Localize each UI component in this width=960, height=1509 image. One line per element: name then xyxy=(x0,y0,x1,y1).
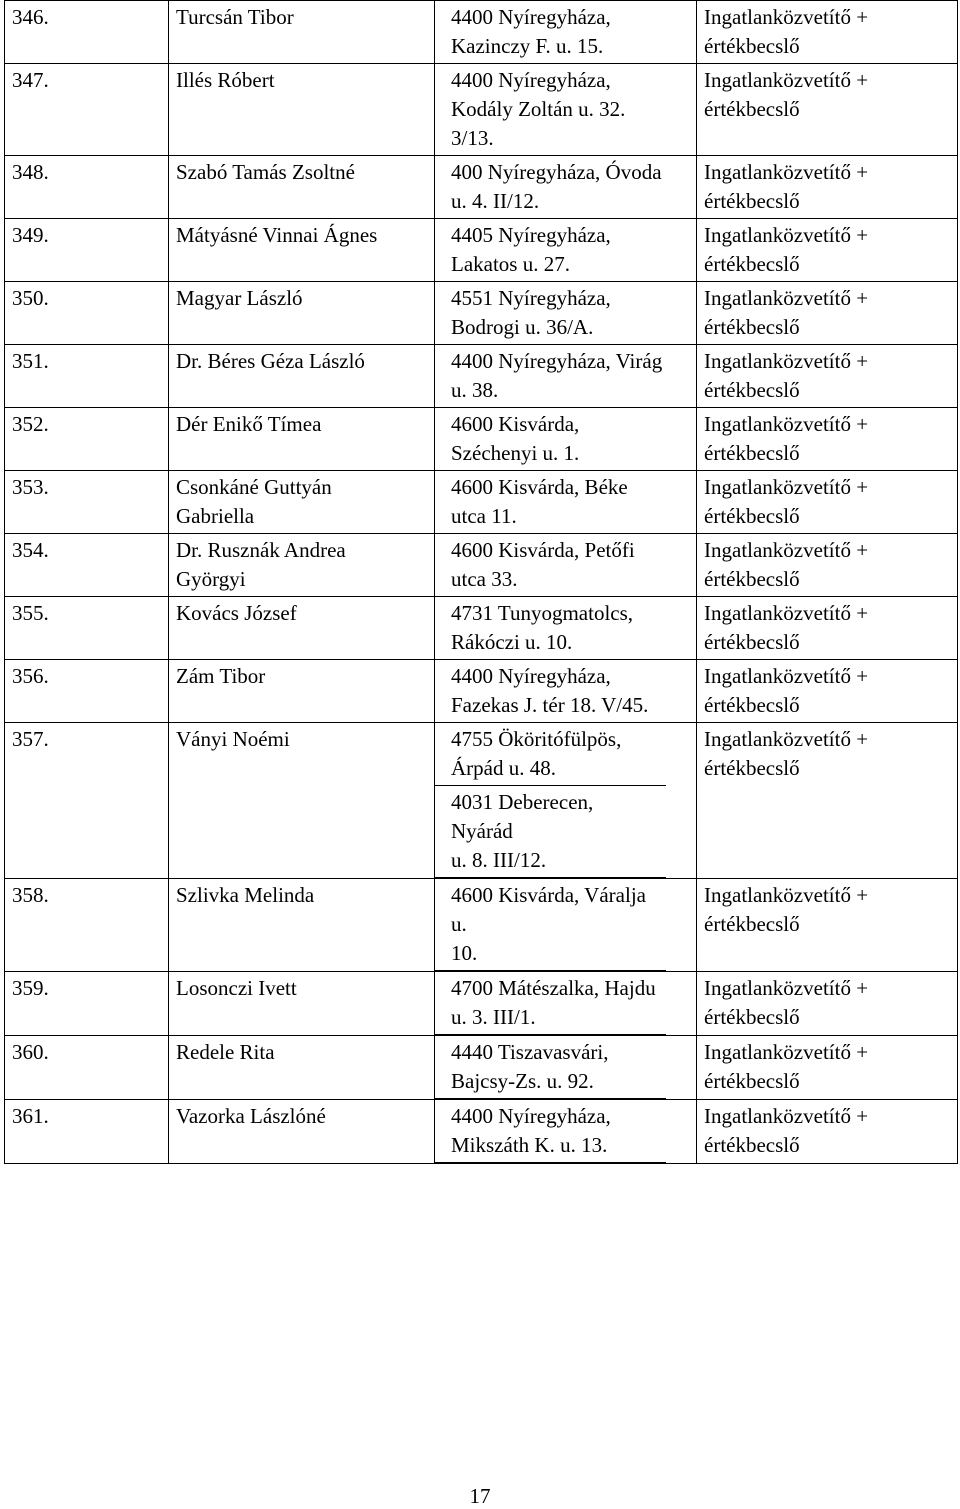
profession-text: Ingatlanközvetítő + xyxy=(704,286,869,310)
table-row xyxy=(5,345,958,408)
address-text: 4400 Nyíregyháza, Fazekas J. tér 18. V/45. xyxy=(451,664,649,717)
profession-text: értékbecslő xyxy=(704,189,800,213)
address-cell xyxy=(435,408,697,471)
table-row xyxy=(5,972,958,1036)
address-text: 4731 Tunyogmatolcs, Rákóczi u. 10. xyxy=(451,601,634,654)
profession-cell xyxy=(697,64,958,156)
row-number: 353. xyxy=(5,471,169,534)
person-name: Losonczi Ivett xyxy=(169,972,435,1036)
address-cell xyxy=(435,156,697,219)
profession-text: értékbecslő xyxy=(704,315,800,339)
table-row xyxy=(5,156,958,219)
address-cell xyxy=(435,345,697,408)
profession-text: Ingatlanközvetítő + xyxy=(704,160,869,184)
profession-text: értékbecslő xyxy=(704,630,800,654)
person-name: Csonkáné Guttyán Gabriella xyxy=(169,471,435,534)
profession-text: értékbecslő xyxy=(704,504,800,528)
person-name: Zám Tibor xyxy=(169,660,435,723)
profession-cell xyxy=(697,723,958,879)
table-row xyxy=(5,660,958,723)
table-row xyxy=(5,879,958,972)
address-cell xyxy=(435,597,697,660)
profession-text: értékbecslő xyxy=(704,97,800,121)
address-cell xyxy=(435,534,697,597)
address-text: 4400 Nyíregyháza, Mikszáth K. u. 13. xyxy=(435,1100,666,1163)
profession-text: Ingatlanközvetítő + xyxy=(704,727,869,751)
address-text: 4405 Nyíregyháza, Lakatos u. 27. xyxy=(451,223,611,276)
address-cell xyxy=(435,879,697,972)
person-name: Dr. Béres Géza László xyxy=(169,345,435,408)
address-text: 4440 Tiszavasvári, Bajcsy-Zs. u. 92. xyxy=(435,1036,666,1099)
table-row xyxy=(5,408,958,471)
person-name: Ványi Noémi xyxy=(169,723,435,879)
address-cell xyxy=(435,1,697,64)
profession-text: értékbecslő xyxy=(704,378,800,402)
profession-cell xyxy=(697,219,958,282)
row-number: 346. xyxy=(5,1,169,64)
profession-text: Ingatlanközvetítő + xyxy=(704,601,869,625)
table-row xyxy=(5,597,958,660)
address-cell xyxy=(435,1036,697,1100)
table-row xyxy=(5,534,958,597)
row-number: 360. xyxy=(5,1036,169,1100)
profession-cell xyxy=(697,534,958,597)
profession-text: értékbecslő xyxy=(704,912,800,936)
profession-cell xyxy=(697,408,958,471)
profession-text: értékbecslő xyxy=(704,756,800,780)
row-number: 356. xyxy=(5,660,169,723)
person-name: Vazorka Lászlóné xyxy=(169,1100,435,1164)
row-number: 357. xyxy=(5,723,169,879)
person-name: Dér Enikő Tímea xyxy=(169,408,435,471)
profession-text: Ingatlanközvetítő + xyxy=(704,1104,869,1128)
person-name: Mátyásné Vinnai Ágnes xyxy=(169,219,435,282)
address-text: 4400 Nyíregyháza, Kazinczy F. u. 15. xyxy=(451,5,611,58)
profession-text: értékbecslő xyxy=(704,1005,800,1029)
profession-text: Ingatlanközvetítő + xyxy=(704,349,869,373)
table-row xyxy=(5,1036,958,1100)
profession-text: Ingatlanközvetítő + xyxy=(704,68,869,92)
profession-text: Ingatlanközvetítő + xyxy=(704,976,869,1000)
registry-table xyxy=(4,0,958,1164)
profession-text: Ingatlanközvetítő + xyxy=(704,538,869,562)
row-number: 351. xyxy=(5,345,169,408)
profession-cell xyxy=(697,156,958,219)
profession-text: Ingatlanközvetítő + xyxy=(704,664,869,688)
table-row xyxy=(5,64,958,156)
address-text: 4600 Kisvárda, Béke utca 11. xyxy=(451,475,628,528)
profession-cell xyxy=(697,1100,958,1164)
table-row xyxy=(5,471,958,534)
profession-text: Ingatlanközvetítő + xyxy=(704,223,869,247)
table-row xyxy=(5,723,958,879)
address-cell xyxy=(435,282,697,345)
table-row xyxy=(5,1100,958,1164)
profession-text: értékbecslő xyxy=(704,34,800,58)
profession-cell xyxy=(697,879,958,972)
address-text: 4700 Mátészalka, Hajdu u. 3. III/1. xyxy=(435,972,666,1035)
person-name: Illés Róbert xyxy=(169,64,435,156)
profession-cell xyxy=(697,345,958,408)
profession-cell xyxy=(697,660,958,723)
profession-cell xyxy=(697,1,958,64)
person-name: Turcsán Tibor xyxy=(169,1,435,64)
profession-cell xyxy=(697,471,958,534)
profession-text: értékbecslő xyxy=(704,441,800,465)
address-cell xyxy=(435,723,697,879)
person-name: Szlivka Melinda xyxy=(169,879,435,972)
row-number: 358. xyxy=(5,879,169,972)
profession-text: Ingatlanközvetítő + xyxy=(704,883,869,907)
profession-text: értékbecslő xyxy=(704,1133,800,1157)
person-name: Dr. Rusznák Andrea Györgyi xyxy=(169,534,435,597)
row-number: 352. xyxy=(5,408,169,471)
row-number: 349. xyxy=(5,219,169,282)
address-text: 4551 Nyíregyháza, Bodrogi u. 36/A. xyxy=(451,286,611,339)
profession-text: Ingatlanközvetítő + xyxy=(704,5,869,29)
address-cell xyxy=(435,972,697,1036)
address-text: 4400 Nyíregyháza, Virág u. 38. xyxy=(451,349,663,402)
table-row xyxy=(5,282,958,345)
table-body xyxy=(5,1,958,1164)
address-cell xyxy=(435,64,697,156)
profession-cell xyxy=(697,597,958,660)
address-cell xyxy=(435,471,697,534)
profession-text: értékbecslő xyxy=(704,567,800,591)
address-text: 4600 Kisvárda, Széchenyi u. 1. xyxy=(451,412,580,465)
row-number: 354. xyxy=(5,534,169,597)
address-text: 4600 Kisvárda, Petőfi utca 33. xyxy=(451,538,635,591)
address-text: 4031 Deberecen, Nyárád u. 8. III/12. xyxy=(435,786,666,878)
address-cell xyxy=(435,1100,697,1164)
address-cell xyxy=(435,660,697,723)
profession-cell xyxy=(697,972,958,1036)
person-name: Magyar László xyxy=(169,282,435,345)
person-name: Szabó Tamás Zsoltné xyxy=(169,156,435,219)
row-number: 359. xyxy=(5,972,169,1036)
profession-cell xyxy=(697,282,958,345)
table-row xyxy=(5,1,958,64)
address-cell xyxy=(435,219,697,282)
profession-text: értékbecslő xyxy=(704,693,800,717)
row-number: 347. xyxy=(5,64,169,156)
page-number: 17 xyxy=(469,1484,491,1508)
profession-text: értékbecslő xyxy=(704,252,800,276)
profession-text: Ingatlanközvetítő + xyxy=(704,1040,869,1064)
address-text: 4755 Ököritófülpös, Árpád u. 48. xyxy=(435,723,666,786)
row-number: 348. xyxy=(5,156,169,219)
row-number: 355. xyxy=(5,597,169,660)
table-row xyxy=(5,219,958,282)
person-name: Redele Rita xyxy=(169,1036,435,1100)
address-text: 4400 Nyíregyháza, Kodály Zoltán u. 32. 3/13. xyxy=(451,68,626,150)
profession-text: értékbecslő xyxy=(704,1069,800,1093)
address-text: 4600 Kisvárda, Váralja u. 10. xyxy=(435,879,666,971)
profession-text: Ingatlanközvetítő + xyxy=(704,475,869,499)
row-number: 361. xyxy=(5,1100,169,1164)
row-number: 350. xyxy=(5,282,169,345)
person-name: Kovács József xyxy=(169,597,435,660)
profession-cell xyxy=(697,1036,958,1100)
address-text: 400 Nyíregyháza, Óvoda u. 4. II/12. xyxy=(451,160,662,213)
profession-text: Ingatlanközvetítő + xyxy=(704,412,869,436)
